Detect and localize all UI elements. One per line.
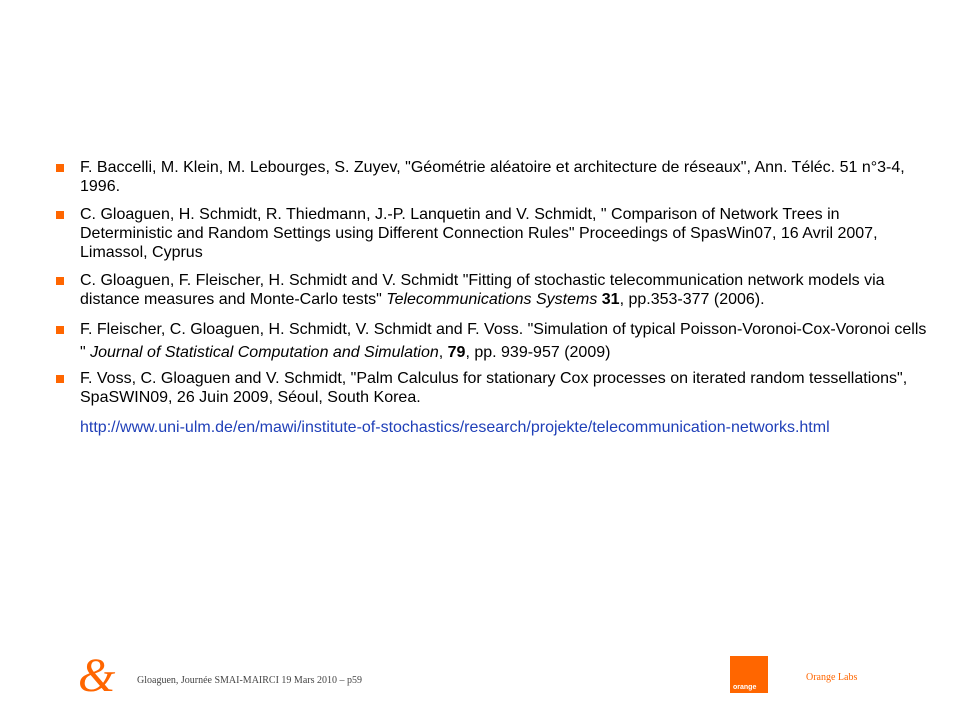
reference-pages: , pp. 939-957 (2009) xyxy=(465,344,611,361)
orange-logo-icon xyxy=(730,656,768,693)
reference-item: F. Fleischer, C. Gloaguen, H. Schmidt, V. Schmidt and F. Voss. "Simulation of typical Poisson-Voronoi-Cox-Voronoi cells " Journal of Statistical Computation and Simulation, 79, pp. 939-957 (2009) xyxy=(56,318,936,364)
reference-text: C. Gloaguen, F. Fleischer, H. Schmidt and V. Schmidt "Fitting of stochastic telecommunication network models via distance measures and Monte-Carlo tests" xyxy=(80,272,885,308)
reference-pages: , pp.353-377 (2006). xyxy=(619,291,765,308)
reference-text: F. Baccelli, M. Klein, M. Lebourges, S. Zuyev, "Géométrie aléatoire et architecture de réseaux", Ann. Téléc. 51 n°3-4, 1996. xyxy=(80,159,905,195)
bullet-square-icon xyxy=(56,326,64,334)
reference-item xyxy=(56,369,936,407)
reference-item xyxy=(56,271,936,309)
reference-list xyxy=(56,158,936,439)
logo-label: orange xyxy=(733,684,757,691)
journal-title: Telecommunications Systems xyxy=(386,291,598,308)
journal-volume: 79 xyxy=(447,344,466,361)
footer-caption: Gloaguen, Journée SMAI-MAIRCI 19 Mars 2010 – p59 xyxy=(137,675,362,686)
orange-labs-label: Orange Labs xyxy=(806,672,858,683)
reference-text: F. Fleischer, C. Gloaguen, H. Schmidt, V. Schmidt and F. Voss. "Simulation of typical Poisson-Voronoi-Cox-Voronoi cells " xyxy=(80,321,927,361)
bullet-square-icon xyxy=(56,277,64,285)
reference-text: F. Voss, C. Gloaguen and V. Schmidt, "Palm Calculus for stationary Cox processes on iterated random tessellations", SpaSWIN09, 26 Juin 2009, Séoul, South Korea. xyxy=(80,370,908,406)
bullet-square-icon xyxy=(56,375,64,383)
journal-volume: 31 xyxy=(601,291,620,308)
journal-title: Journal of Statistical Computation and Simulation xyxy=(90,344,439,361)
reference-item xyxy=(56,205,936,262)
project-link[interactable]: http://www.uni-ulm.de/en/mawi/institute-of-stochastics/research/projekte/telecommunication-networks.html xyxy=(80,419,830,436)
ampersand-logo-icon: & xyxy=(78,649,116,702)
bullet-square-icon xyxy=(56,211,64,219)
reference-text: C. Gloaguen, H. Schmidt, R. Thiedmann, J.-P. Lanquetin and V. Schmidt, " Comparison of Network Trees in Deterministic and Random Settings using Different Connection Rules" Proceedings of SpasWin07, 16 Avril 2007, Limassol, Cyprus xyxy=(80,206,878,261)
reference-item xyxy=(56,158,936,196)
bullet-square-icon xyxy=(56,164,64,172)
